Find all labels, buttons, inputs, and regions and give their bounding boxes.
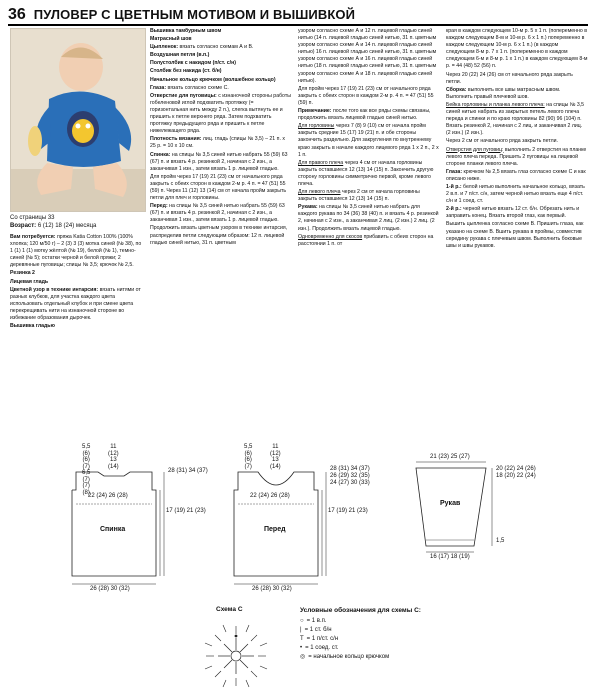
- front-cont: узором согласно схеме А и 12 п. лицевой гладью синей нитью (14 п. лицевой гладью синей нитью, 31 п. цветным узором согласно схеме А и 14 п. лицевой гладью синей нитью) 16 п. лицевой гладью синей нитью, 31 п. цветным узором согласно схеме А и 16 п. лицевой гладью синей нитью (18 п. лицевой гладью синей нитью, 31 п. цветным узором согласно схеме А и 18 п. лицевой гладью синей нитью).: [298, 28, 437, 84]
- stockinette-title: Лицевая гладь: [10, 278, 49, 285]
- materials: Вам потребуется: пряжа Katia Cotton 100% (100% хлопка; 120 м/50 г) – 2 (3) 3 (3) мотка синей (№ 38), по 1 (1) 1 (1) мотку жёлтой (№ 19), белой (№ 1), темно-синей (№ 5); остатки черной и белой пряжи; 2 деревянные пуговицы; спицы № 3,5; крючок № 2,5.: [10, 234, 142, 269]
- air-loop-icon: ○: [300, 618, 304, 624]
- photo-caption: [10, 214, 144, 230]
- magic-ring-icon: ◎: [300, 654, 306, 660]
- legend-item: • = 1 соед. ст.: [300, 645, 339, 651]
- scheme-c-diagram: [196, 616, 276, 696]
- front-right-b: 26 (29) 32 (35): [330, 473, 370, 479]
- single-crochet-icon: |: [300, 627, 302, 633]
- half-dc: Полустолбик с накидом (п/ст. с/н): [150, 60, 236, 67]
- slip-stitch-icon: •: [300, 645, 303, 651]
- mattress-title: Матрасный шов: [150, 36, 192, 43]
- sleeve-outline: [400, 450, 590, 580]
- legend-item: T = 1 п/ст. с/н: [300, 636, 339, 642]
- finishing: Вышить цыпленка согласно схеме В. Пришить глаза, как указано на схеме В. Вшить рукава в проймы, совместив середину рукава с плечевым швом. Выполнить боковые швы и швы рукавов.: [446, 221, 584, 249]
- placket-close: Через 2 см от начального ряда закрыть петли.: [446, 138, 558, 145]
- front-right-c: 24 (27) 30 (33): [330, 480, 370, 486]
- air-loop: Воздушная петля (в.п.): [150, 52, 210, 59]
- scheme-c-title: Схема С: [216, 606, 243, 613]
- page-header: [8, 4, 588, 26]
- back-body-height: 17 (19) 21 (23): [166, 508, 206, 514]
- sleeve-top-width: 21 (23) 25 (27): [430, 454, 470, 460]
- text-column-4: [446, 28, 588, 438]
- back-top-left-dims: 5,5 (6) (6) (7): [82, 444, 91, 470]
- legend-item: ◎ = начальное кольцо крючком: [300, 654, 390, 660]
- assembly: Сборка: выполнить все швы матрасным швом. Выполнить правый плечевой шов.: [446, 86, 561, 100]
- magic-ring: Начальное кольцо крючком (волшебное кольцо): [150, 76, 276, 83]
- legend-title: Условные обозначения для схемы С:: [300, 607, 421, 614]
- sleeve-bottom-width: 16 (17) 18 (19): [430, 554, 470, 560]
- front: Перед: на спицы № 3,5 синей нитью набрать 55 (59) 63 (67) п. и вязать 4 р. резинкой 2, начиная с 2 изн., а заканчивая 1 изн., затем вязать 1 р. лицевой гладью.: [150, 203, 285, 224]
- legend-item: | = 1 ст. б/н: [300, 627, 332, 633]
- front-shoulder-width: 22 (24) 26 (28): [250, 493, 290, 499]
- page-title: ПУЛОВЕР С ЦВЕТНЫМ МОТИВОМ И ВЫШИВКОЙ: [33, 7, 356, 22]
- text-column-2: [150, 28, 292, 438]
- back-label: Спинка: [100, 526, 126, 533]
- motif: Продолжить вязать цветным узором в технике интарсия, распределив петли следующим образом: 12 п. лицевой гладью синей нитью, 31 п. цветным: [150, 225, 288, 246]
- front-top-mid-dims: 11 (12) 13 (14): [270, 444, 281, 470]
- neckline: Для горловины через 7 (8) 9 (10) см от начала пройм закрыть средние 15 (17) 19 (21) п. и обе стороны закончить раздельно. Для закругления по внутреннему краю закрыть в начале каждого лицевого ряда 1 х 2 п., 2 х 1 п.: [298, 123, 439, 158]
- rib-title: Резинка 2: [10, 270, 35, 277]
- sleeve-right-a: 20 (22) 24 (26): [496, 466, 536, 472]
- baby-photo: [10, 28, 146, 212]
- sleeve-label: Рукав: [440, 500, 461, 507]
- text-column-3: [298, 28, 440, 438]
- baby-illustration: [11, 29, 145, 211]
- front-pattern-diagram: [222, 444, 392, 600]
- density: Плотность вязания: лиц. гладь (спицы № 3,5) – 21 п. х 25 р. = 10 х 10 см.: [150, 136, 285, 150]
- front-armhole: Для пройм через 17 (19) 21 (23) см от начального ряда закрыть с обеих сторон в каждом 2-м р. 4 п. = 47 (51) 55 (59) п.: [298, 85, 434, 106]
- single-crochet: Столбик без накида (ст. б/н): [150, 68, 222, 75]
- back-shoulder-width: 22 (24) 26 (28): [88, 493, 128, 499]
- back: Спинка: на спицы № 3,5 синей нитью набрать 55 (59) 63 (67) п. и вязать 4 р. резинкой 2, начиная с 2 изн., а заканчивая 1 изн., затем вязать 1 р. лицевой гладью.: [150, 151, 288, 172]
- sleeve-cuff: 1,5: [496, 538, 505, 544]
- row-2: 2-й р.: черной нитью вязать 12 ст. б/н. Обрезать нить и заправить конец. Вязать второй глаз, как первый.: [446, 206, 580, 220]
- front-right-a: 28 (31) 34 (37): [330, 466, 370, 472]
- page-number: 36: [8, 6, 26, 23]
- bevels: Одновременно для скосов прибавить с обеих сторон на расстоянии 1 п. от: [298, 233, 434, 247]
- front-bottom-width: 26 (28) 30 (32): [252, 586, 292, 592]
- sleeve-close: Через 20 (22) 24 (26) см от начального ряда закрыть петли.: [446, 71, 573, 85]
- front-top-left-dims: 5,5 (6) (6) (7): [244, 444, 253, 470]
- size-line: Возраст: 6 (12) 18 (24) месяца: [10, 223, 97, 229]
- back-top-left-dims-2: 6,5 (7) (7) (8): [82, 470, 91, 496]
- sleeve-cont: края в каждом следующем 10-м р. 5 х 1 п. (попеременно в каждом следующем 8-м и 10-м р. 6 х 1 п.) попеременно в каждом следующем 10-м р. 6 х 1 п.) (в каждом следующем 8-м р. 7 х 1 п. (попеременно в каждом следующем 6-м и 8-м р. 1 х 1 п.) в каждом следующем 8-м р. = 44 (48) 52 (56) п.: [446, 28, 588, 70]
- note: Примечание: после того как все ряды схемы связаны, продолжить вязать лицевой гладью синей нитью.: [298, 108, 431, 122]
- eyes-crochet: Глаза: крючком № 2,5 вязать глаз согласно схеме С и как описано ниже.: [446, 168, 586, 182]
- scheme-c-legend: [300, 606, 480, 662]
- buttonholes: Отверстия для пуговиц: выполнить 2 отверстия на планке левого плеча переда. Пришить 2 пуговицы на лицевой стороне планки левого плеча.: [446, 146, 587, 167]
- sleeves: Рукава: на спицы № 3,5 синей нитью набрать для каждого рукава по 34 (36) 38 (40) п. и вязать 4 р. резинкой 2, начиная с 2 изн., а заканчивая 2 лиц. (2 изн.) 2 лиц. (2 изн.). Продолжить вязать лицевой гладью.: [298, 204, 439, 232]
- back-armhole: Для пройм через 17 (19) 21 (23) см от начального ряда закрыть с обеих сторон в каждом 2-м р. 4 п. = 47 (51) 55 (59) п. Через 11 (12) 13 (14) см от начала пройм закрыть петли для плеч и горловины.: [150, 173, 287, 202]
- half-double-crochet-icon: T: [300, 636, 304, 642]
- eyes: Глаза: вязать согласно схеме С.: [150, 84, 229, 91]
- back-bottom-width: 26 (28) 30 (32): [90, 586, 130, 592]
- back-right-height: 28 (31) 34 (37): [168, 468, 208, 474]
- intarsia: Цветной узор в технике интарсия: вязать нитями от разных клубков, для участка каждого цвета использовать отдельный клубок и при смене цвета перекрещивать нити на изнаночной стороне во избежание образования дырочек.: [10, 286, 141, 322]
- embroidery-title: Вышивка гладью: [10, 323, 55, 330]
- chick: Цыпленок: вязать согласно схемам А и В.: [150, 44, 254, 51]
- from-page: Со страницы 33: [10, 215, 55, 221]
- chain-title: Вышивка тамбурным швом: [150, 28, 222, 34]
- text-column-1: [10, 234, 144, 454]
- sleeve-right-b: 18 (20) 22 (24): [496, 473, 536, 479]
- row-1: 1-й р.: белой нитью выполнить начальное кольцо, вязать 2 в.п. и 7 п/ст. с/н, затем черной нитью вязать еще 4 п/ст. с/н и 1 соед. ст.: [446, 183, 585, 205]
- neck-placket: Бейка горловины и планка левого плеча: на спицы № 3,5 синей нитью набрать из закрытых петель левого плеча переда и спинки и по краю горловины 82 (90) 96 (104) п. Вязать резинкой 2, начиная с 2 лиц. и заканчивая 2 лиц. (2 изн.) (2 изн.).: [446, 101, 585, 137]
- front-body-height: 17 (19) 21 (23): [328, 508, 368, 514]
- front-label: Перед: [264, 526, 286, 533]
- buttonhole: Отверстие для пуговицы: с изнаночной стороны работы гобеленовой иглой подхватить протяжку (= горизонтальная нить между 2 п.), слегка вытянуть ее и пришить к петле верхнего ряда. Затем подхватить протяжку предыдущего ряда и пришить к петле нижележащего ряда.: [150, 92, 291, 135]
- left-shoulder: Для левого плеча через 2 см от начала горловины закрыть оставшиеся 12 (13) 14 (15) п.: [298, 189, 420, 203]
- back-pattern-diagram: [60, 444, 210, 600]
- back-top-mid-dims: 11 (12) 13 (14): [108, 444, 119, 470]
- right-shoulder: Для правого плеча через 4 см от начала горловины закрыть оставшиеся 12 (13) 14 (15) п. Закончить другую сторону горловины симметрично первой, кроме левого плеча.: [298, 159, 434, 187]
- sleeve-pattern-diagram: [400, 450, 590, 580]
- legend-item: ○ = 1 в.п.: [300, 618, 327, 624]
